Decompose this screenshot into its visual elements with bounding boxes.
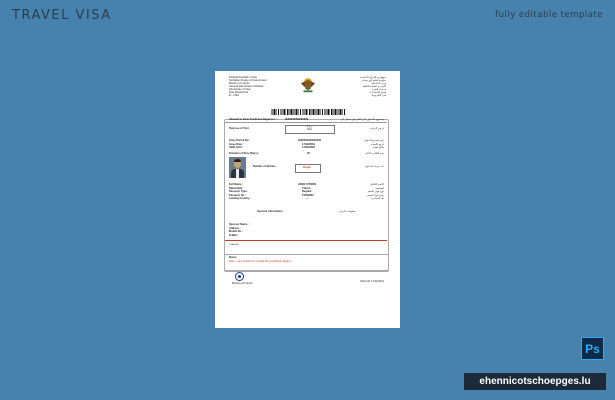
- full-name-label: Full Name :: [229, 183, 243, 186]
- passport-no-label: Passport No :: [229, 193, 246, 197]
- purpose-value: Visit: [307, 128, 312, 131]
- leaving-country-value: —: [306, 197, 309, 200]
- sponsor-info-heading-ar: معلومات الراعي: [338, 210, 356, 213]
- nationality-value: Citizen: [302, 186, 311, 190]
- brand-title: TRAVEL VISA: [12, 8, 112, 23]
- entry-permit-value: 0000000000000000: [298, 139, 322, 142]
- passport-type-value: Regular: [302, 190, 312, 193]
- entries-label-ar: عدد مرات الدخول: [364, 165, 384, 168]
- duration-label-ar: مدة الاقامة بالايام: [365, 152, 384, 155]
- header-right-1: جمهورية العراق الاتحادية: [359, 76, 386, 79]
- entry-permit-label: Entry Permit No :: [229, 139, 251, 142]
- issue-date-label-ar: تاريخ الاصدار: [370, 142, 384, 146]
- nationality-label: Nationality :: [229, 186, 244, 190]
- allowed-label-ar: مسموح بالدخول الى اقليم كوردستان الى: [340, 118, 384, 121]
- header-left-7: E - VISA: [229, 94, 239, 97]
- footer-code: DHO-0C 17/12/2019: [360, 280, 384, 283]
- sponsor-info-heading: Sponsor Information: [257, 210, 283, 213]
- template-tagline: fully editable template: [495, 10, 603, 20]
- header-left-1: Federal Republic of Iraq: [229, 76, 257, 79]
- valid-until-value: 17/03/2020: [302, 146, 315, 149]
- header-left-2: Kurdistan Region of Government: [229, 79, 267, 82]
- header-right-2: حكومة اقليم كوردستان: [361, 79, 386, 82]
- issue-date-label: Issue Date :: [229, 142, 244, 146]
- website-watermark: ehennicotschoepges.lu: [464, 373, 606, 390]
- address-label: Address :: [229, 226, 241, 230]
- seal-caption: Ministry of Interior: [232, 282, 253, 285]
- header-left-3: Ministry of Interior: [229, 82, 250, 85]
- kurdistan-emblem-icon: [299, 76, 317, 94]
- barcode: [271, 109, 346, 115]
- entry-permit-label-ar: رقم تصريح الدخول: [363, 139, 384, 142]
- header-right-5: مديرية الفيزا: [372, 88, 386, 91]
- header-right-4: المديرية العامة للاقامة: [362, 85, 386, 88]
- nationality-label-ar: الجنسية: [375, 186, 384, 190]
- header-left-4: General Directorate of Dawah: [229, 85, 264, 88]
- notes-text: Note : copy of this form should bring Kurdistan Region: [229, 260, 292, 263]
- notes-heading-ar: ملاحظات: [229, 243, 239, 246]
- valid-until-label: Valid Until :: [229, 146, 244, 149]
- photoshop-icon: Ps: [581, 337, 604, 360]
- header-left-5: Directorate of Visa: [229, 88, 251, 91]
- entries-value: Single: [303, 166, 311, 169]
- notes-divider: [225, 240, 387, 241]
- visa-document: [215, 71, 400, 328]
- header-right-3: وزارة الداخلية: [371, 82, 386, 85]
- passport-type-label-ar: نوع جواز السفر: [367, 190, 384, 193]
- purpose-label: Purpose of Visit: [229, 127, 249, 130]
- passport-type-label: Passport Type :: [229, 190, 249, 193]
- valid-until-label-ar: صالح لغاية: [372, 146, 384, 149]
- leaving-country-label: Leaving Country :: [229, 197, 252, 200]
- applicant-photo: [229, 157, 246, 178]
- sponsor-name-label: Sponsor Name :: [229, 223, 249, 226]
- allowed-value: 0000000000000000: [285, 118, 309, 121]
- mobile-label: Mobile No :: [229, 230, 243, 233]
- issue-date-value: 17/12/2019: [302, 142, 315, 146]
- allowed-label: Allowed to Enter Kurdistan Region to :: [229, 118, 277, 121]
- duration-label: Duration of Stay (Days) :: [229, 152, 260, 155]
- purpose-label-ar: غرض الزيارة: [370, 127, 384, 130]
- purpose-value-ar: زيارة: [307, 125, 313, 128]
- ministry-seal-icon: [235, 272, 244, 281]
- passport-no-label-ar: رقم جواز السفر: [366, 193, 384, 197]
- notes-box: [224, 254, 389, 272]
- header-right-6: قسم التأشيرات: [369, 91, 386, 94]
- passport-no-value: T0000000: [302, 193, 314, 197]
- full-name-value: JOHN CITIZEN: [298, 183, 317, 186]
- header-right-7: فيزا الكترونية: [371, 94, 386, 97]
- duration-value: 30: [307, 152, 310, 155]
- email-label: E-Mail :: [229, 233, 239, 237]
- full-name-label-ar: الاسم الكامل: [370, 183, 384, 186]
- leaving-country-label-ar: بلد المغادرة: [371, 197, 384, 200]
- header-left-6: Visa Department: [229, 91, 249, 94]
- entries-label: Number of Entries :: [253, 165, 278, 168]
- divider: [225, 122, 387, 123]
- notes-label: Notes:: [229, 256, 238, 259]
